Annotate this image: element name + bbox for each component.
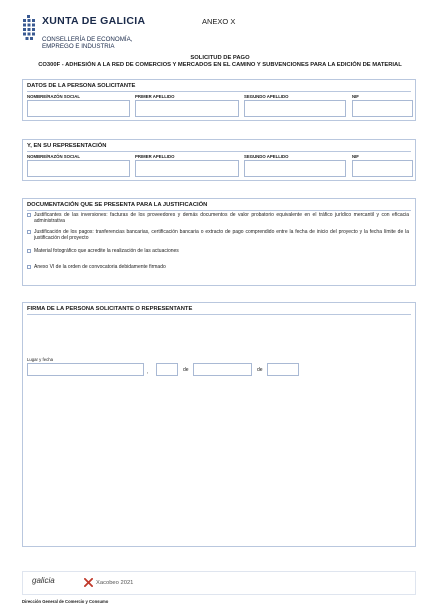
- applicant-surname1-field[interactable]: [135, 100, 239, 117]
- month-field[interactable]: [193, 363, 252, 376]
- xacobeo-logo: Xacobeo 2021: [96, 580, 134, 586]
- applicant-surname2-field[interactable]: [244, 100, 346, 117]
- rep-surname2-label: SEGUNDO APELLIDO: [244, 154, 289, 159]
- place-date-label: Lugar y fecha: [27, 357, 54, 362]
- doc-item-text: Justificantes de las inversiones: facturas de los proveedores y demás documentos de valor probatorio equivalente en el tráfico jurídico mercantil y con eficacia administrativa: [34, 212, 409, 225]
- section-divider: [27, 91, 411, 92]
- day-field[interactable]: [156, 363, 178, 376]
- xunta-logo-icon: [22, 15, 36, 51]
- form-title: SOLICITUD DE PAGO: [190, 55, 250, 61]
- section-divider: [27, 210, 411, 211]
- applicant-name-label: NOMBRE/RAZÓN SOCIAL: [27, 94, 80, 99]
- comma-separator: ,: [147, 369, 149, 375]
- applicant-surname1-label: PRIMER APELLIDO: [135, 94, 175, 99]
- representative-section-title: Y, EN SU REPRESENTACIÓN: [27, 143, 107, 149]
- doc-checkbox[interactable]: [27, 265, 31, 269]
- representative-section: [22, 139, 416, 181]
- signature-section-title: FIRMA DE LA PERSONA SOLICITANTE O REPRESENTANTE: [27, 306, 193, 312]
- year-field[interactable]: [267, 363, 299, 376]
- rep-surname1-label: PRIMER APELLIDO: [135, 154, 175, 159]
- doc-item: [27, 212, 409, 225]
- org-department: [42, 36, 152, 50]
- applicant-nif-field[interactable]: [352, 100, 413, 117]
- doc-item-text: Material fotográfico que acredite la realización de las actuaciones: [34, 248, 179, 254]
- rep-surname1-field[interactable]: [135, 160, 239, 177]
- documentation-section-title: DOCUMENTACIÓN QUE SE PRESENTA PARA LA JUSTIFICACIÓN: [27, 202, 208, 208]
- doc-checkbox[interactable]: [27, 213, 31, 217]
- documentation-section: [22, 198, 416, 286]
- doc-checkbox[interactable]: [27, 230, 31, 234]
- doc-item-text: Justificación de los pagos: tranferencias bancarias, certificación bancaria o extracto de pago comprendido entre la fecha de inicio del proyecto y la fecha límite de la justificación del proyecto: [34, 229, 409, 242]
- section-divider: [27, 151, 411, 152]
- doc-item-text: Anexo VI de la orden de convocatoria debidamente firmado: [34, 264, 166, 270]
- applicant-surname2-label: SEGUNDO APELLIDO: [244, 94, 289, 99]
- doc-item: [27, 264, 409, 270]
- applicant-nif-label: NIF: [352, 94, 359, 99]
- rep-nif-field[interactable]: [352, 160, 413, 177]
- org-name: XUNTA DE GALICIA: [42, 15, 146, 27]
- place-field[interactable]: [27, 363, 144, 376]
- annex-label: ANEXO X: [202, 17, 236, 26]
- applicant-section-title: DATOS DE LA PERSONA SOLICITANTE: [27, 83, 136, 89]
- section-divider: [27, 314, 411, 315]
- applicant-name-field[interactable]: [27, 100, 130, 117]
- de-separator: de: [257, 367, 263, 373]
- rep-nif-label: NIF: [352, 154, 359, 159]
- xacobeo-icon: [84, 578, 93, 587]
- form-subtitle: CO300F - ADHESIÓN A LA RED DE COMERCIOS Y MERCADOS EN EL CAMINO Y SUBVENCIONES PARA LA EDICIÓN DE MATERIAL: [38, 62, 402, 68]
- footer-logos: [22, 571, 416, 595]
- rep-name-field[interactable]: [27, 160, 130, 177]
- doc-item: [27, 248, 409, 254]
- applicant-section: [22, 79, 416, 121]
- doc-item: [27, 229, 409, 242]
- org-dept-line1: CONSELLERÍA DE ECONOMÍA,: [42, 36, 133, 43]
- rep-surname2-field[interactable]: [244, 160, 346, 177]
- doc-checkbox[interactable]: [27, 249, 31, 253]
- directorate-label: Dirección General de Comercio y Consumo: [22, 599, 109, 604]
- galicia-logo: galicia: [32, 576, 55, 585]
- rep-name-label: NOMBRE/RAZÓN SOCIAL: [27, 154, 80, 159]
- signature-section: [22, 302, 416, 547]
- de-separator: de: [183, 367, 189, 373]
- org-dept-line2: EMPREGO E INDUSTRIA: [42, 43, 115, 50]
